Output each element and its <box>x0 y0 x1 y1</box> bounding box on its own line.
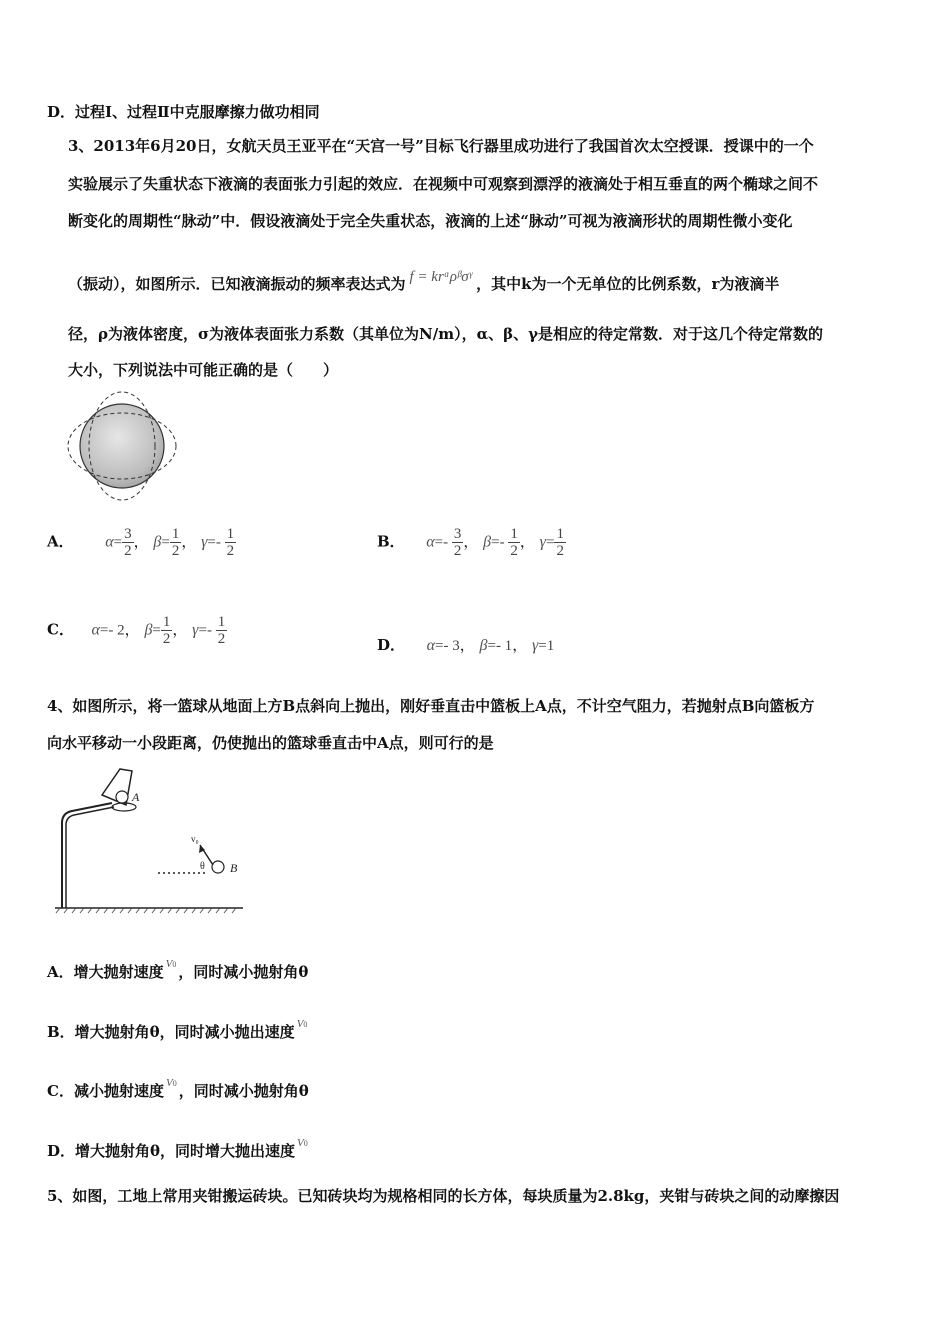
alpha-symbol: α <box>426 637 435 654</box>
gamma-symbol: γ <box>201 533 208 551</box>
basketball-figure <box>50 765 250 915</box>
v0-symbol: V0 <box>297 1137 308 1149</box>
alpha-symbol: α <box>426 533 435 551</box>
sep: ， <box>459 636 475 654</box>
beta-symbol: β <box>483 533 492 551</box>
equals: = <box>487 638 496 654</box>
label-a: A <box>132 790 140 804</box>
sep: ， <box>124 620 140 639</box>
equals: = <box>207 534 216 551</box>
q3-option-d[interactable] <box>377 634 554 655</box>
label-b: B <box>230 861 238 875</box>
q3-line-3: 断变化的周期性“脉动”中．假设液滴处于完全失重状态，液滴的上述“脉动”可视为液滴形状的周期性微小变化 <box>68 212 793 230</box>
option-c-label: C． <box>47 620 74 639</box>
alpha-fraction: $\frac{3}{2}$ <box>453 526 462 559</box>
alpha-symbol: α <box>105 533 114 551</box>
minus-sign: - <box>443 534 452 551</box>
alpha-symbol: α <box>91 621 100 639</box>
gamma-symbol: γ <box>531 637 539 654</box>
q5-line-1: 5、如图，工地上常用夹钳搬运砖块。已知砖块均为规格相同的长方体，每块质量为2.8kg，夹钳与砖块之间的动摩擦因 <box>47 1187 840 1205</box>
beta-fraction: $\frac{1}{2}$ <box>162 614 171 647</box>
sep: ， <box>172 620 188 639</box>
q3-line-4-pre: （振动），如图所示．已知液滴振动的频率表达式为 <box>68 275 406 293</box>
option-b-label: B． <box>377 532 405 551</box>
ball-at-b <box>212 861 224 873</box>
q3-line-4-post: ，其中k为一个无单位的比例系数，r为液滴半 <box>476 275 780 293</box>
v0-symbol: V0 <box>296 1018 308 1030</box>
q4-option-b-pre: B．增大抛射角θ，同时减小抛出速度 <box>47 1023 295 1041</box>
prev-option-d: D．过程Ⅰ、过程Ⅱ中克服摩擦力做功相同 <box>47 103 320 121</box>
gamma-value: 1 <box>546 638 555 654</box>
v0-symbol: V0 <box>165 1077 177 1089</box>
sep: ， <box>463 532 479 551</box>
q4-option-a-post: ，同时减小抛射角θ <box>178 963 309 981</box>
q3-option-c[interactable] <box>47 614 227 647</box>
option-a-label: A． <box>47 532 74 551</box>
gamma-symbol: γ <box>192 621 199 639</box>
equals: = <box>99 622 109 639</box>
q3-option-b[interactable] <box>377 526 566 559</box>
q3-option-a[interactable] <box>47 526 236 559</box>
beta-symbol: β <box>479 637 488 654</box>
equals: = <box>545 534 555 551</box>
gamma-symbol: γ <box>539 533 546 551</box>
gamma-fraction: $\frac{1}{2}$ <box>556 526 564 559</box>
q4-line-2: 向水平移动一小段距离，仍使抛出的篮球垂直击中A点，则可行的是 <box>47 734 494 752</box>
q3-line-2: 实验展示了失重状态下液滴的表面张力引起的效应．在视频中可观察到漂浮的液滴处于相互垂直的两个椭球之间不 <box>68 175 819 193</box>
sep: ， <box>133 532 149 551</box>
sep: ， <box>181 532 197 551</box>
q4-option-b[interactable] <box>47 1018 309 1045</box>
sep: ， <box>519 532 535 551</box>
gamma-fraction: $\frac{1}{2}$ <box>217 614 226 647</box>
v0-symbol: V0 <box>165 958 177 970</box>
minus-sign: - <box>215 534 225 551</box>
q4-option-c[interactable] <box>47 1077 309 1104</box>
droplet-oscillation-figure <box>64 388 180 504</box>
alpha-value: - 3 <box>443 638 460 654</box>
ball-at-a <box>116 791 128 803</box>
sep: ， <box>512 636 528 654</box>
equals: = <box>491 534 500 551</box>
alpha-fraction: $\frac{3}{2}$ <box>124 526 132 559</box>
equals: = <box>161 534 170 551</box>
option-d-label: D． <box>377 636 406 654</box>
label-theta: θ <box>200 861 205 872</box>
equals: = <box>538 638 547 654</box>
q4-option-a-pre: A．增大抛射速度 <box>47 963 164 981</box>
equals: = <box>152 622 161 639</box>
q4-option-d-pre: D．增大抛射角θ，同时增大抛出速度 <box>47 1142 296 1160</box>
alpha-value: - 2 <box>108 622 125 639</box>
q4-option-c-post: ，同时减小抛射角θ <box>178 1082 309 1100</box>
q3-line-1: 3、2013年6月20日，女航天员王亚平在“天宫一号”目标飞行器里成功进行了我国首次太空授课．授课中的一个 <box>68 137 814 155</box>
beta-symbol: β <box>153 533 162 551</box>
beta-fraction: $\frac{1}{2}$ <box>510 526 518 559</box>
gamma-fraction: $\frac{1}{2}$ <box>226 526 235 559</box>
q4-option-a[interactable] <box>47 958 309 985</box>
q3-line-6: 大小，下列说法中可能正确的是（ ） <box>68 361 339 379</box>
equals: = <box>113 534 123 551</box>
beta-symbol: β <box>144 621 153 639</box>
hoop-pole <box>62 803 112 908</box>
minus-sign: - <box>499 534 509 551</box>
frequency-formula: f = krᵅρᵝσᵞ <box>409 269 473 285</box>
minus-sign: - <box>206 622 216 639</box>
beta-fraction: $\frac{1}{2}$ <box>171 526 180 559</box>
q4-option-d[interactable] <box>47 1137 310 1164</box>
beta-value: - 1 <box>495 638 513 654</box>
q3-line-4 <box>68 269 780 295</box>
q4-option-c-pre: C．减小抛射速度 <box>47 1082 164 1100</box>
q4-line-1: 4、如图所示，将一篮球从地面上方B点斜向上抛出，刚好垂直击中篮板上A点，不计空气阻力，若抛射点B向篮板方 <box>47 697 815 715</box>
equals: = <box>434 534 444 551</box>
label-v0: v₀ <box>191 834 199 844</box>
equals: = <box>434 638 444 654</box>
q3-line-5: 径，ρ为液体密度，σ为液体表面张力系数（其单位为N/m），α、β、γ是相应的待定常数．对于这几个待定常数的 <box>68 325 824 343</box>
equals: = <box>198 622 207 639</box>
droplet-sphere <box>80 404 164 488</box>
